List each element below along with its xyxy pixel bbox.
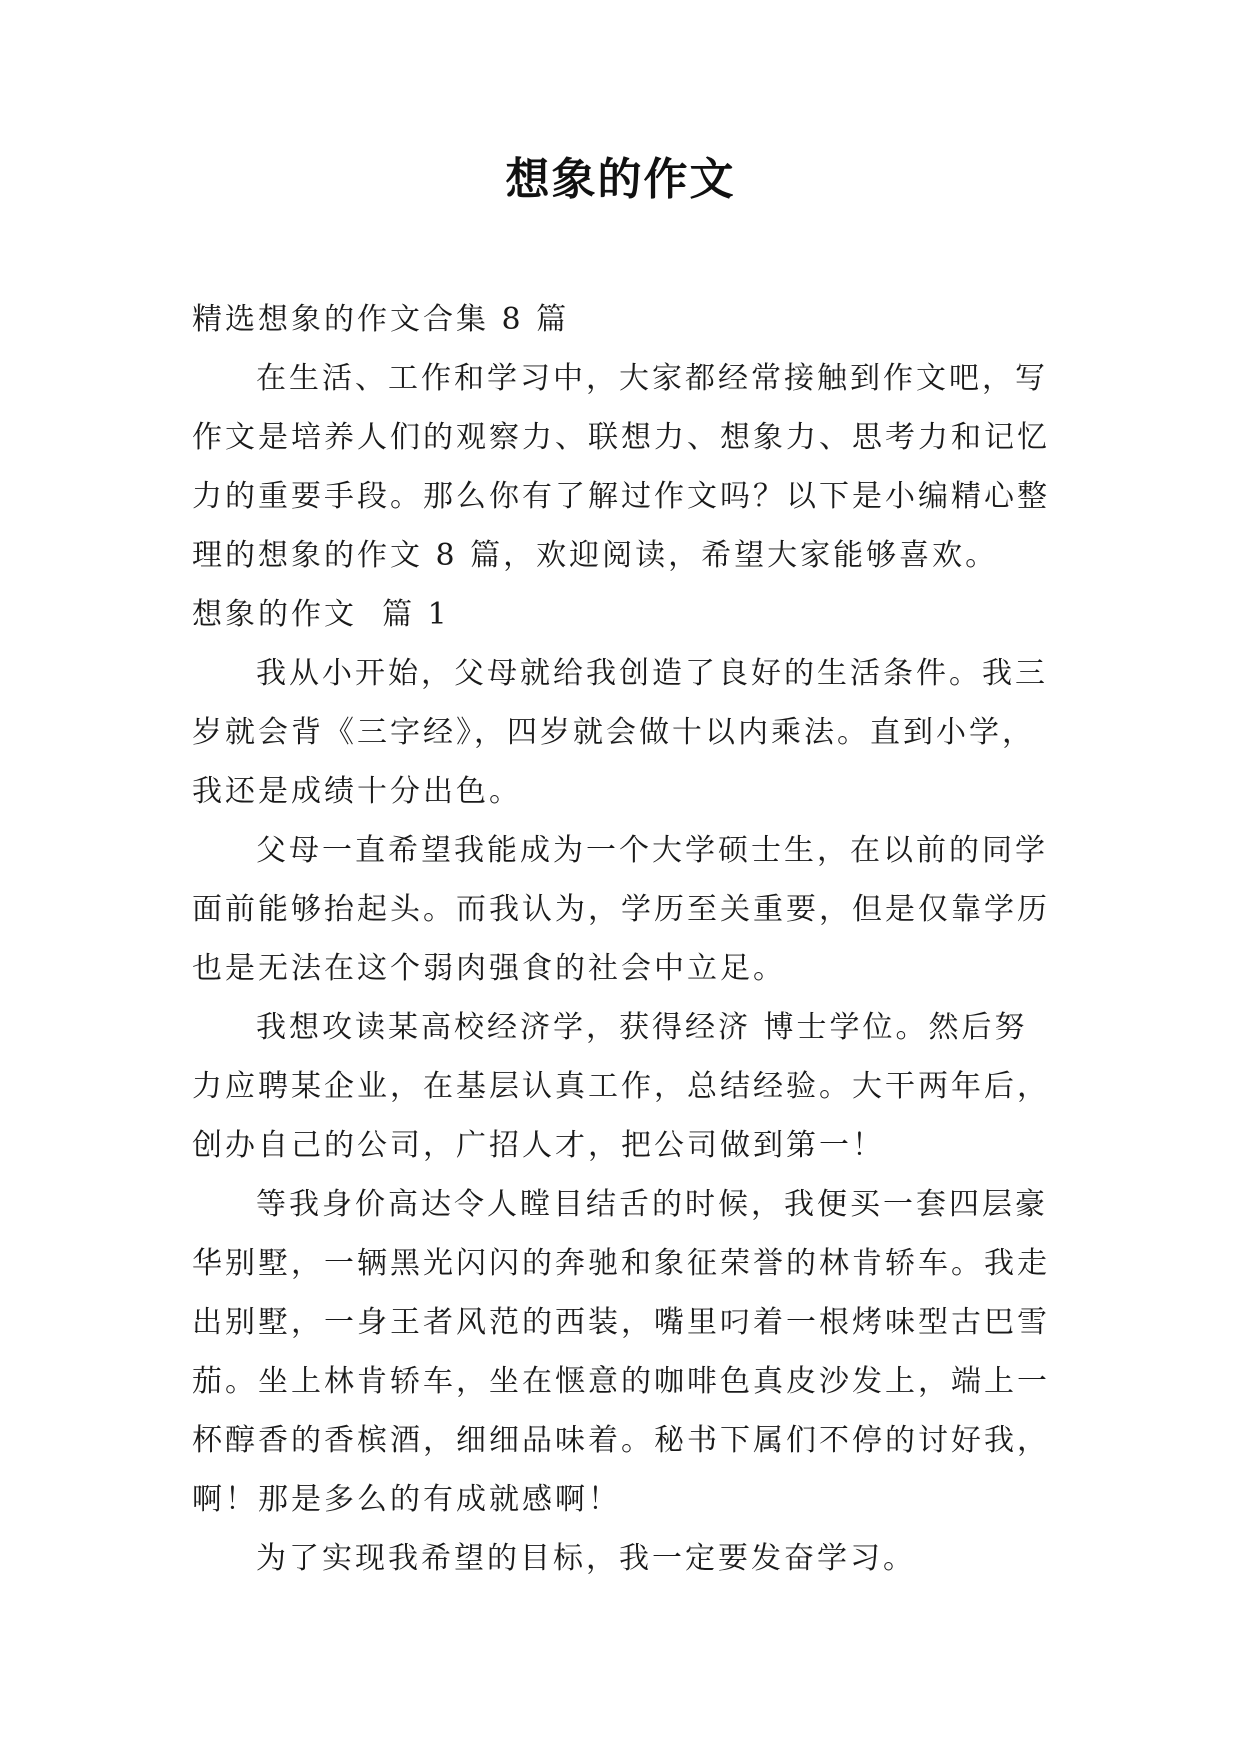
- document-body: [192, 290, 1072, 1588]
- paragraph-line: 作文是培养人们的观察力、联想力、想象力、思考力和记忆: [192, 420, 1050, 455]
- paragraph-line: 我从小开始，父母就给我创造了良好的生活条件。我三: [256, 656, 1048, 691]
- section-heading: 想象的作文 篇 1: [192, 597, 450, 632]
- body-paragraph: [192, 644, 1072, 821]
- paragraph-line: 茄。坐上林肯轿车，坐在惬意的咖啡色真皮沙发上，端上一: [192, 1364, 1050, 1399]
- paragraph-line: 力应聘某企业，在基层认真工作，总结经验。大干两年后，: [192, 1069, 1050, 1104]
- paragraph-line: 等我身价高达令人瞠目结舌的时候，我便买一套四层豪: [256, 1187, 1048, 1222]
- intro-label: 精选想象的作文合集 8 篇: [192, 302, 570, 337]
- paragraph-line: 创办自己的公司，广招人才，把公司做到第一！: [192, 1128, 885, 1163]
- paragraph-line: 力的重要手段。那么你有了解过作文吗？以下是小编精心整: [192, 479, 1050, 514]
- body-paragraph: [192, 1529, 1072, 1588]
- intro-paragraph: [192, 349, 1072, 585]
- paragraph-line: 岁就会背《三字经》，四岁就会做十以内乘法。直到小学，: [192, 715, 1035, 750]
- paragraph-line: 在生活、工作和学习中，大家都经常接触到作文吧，写: [256, 361, 1048, 396]
- body-paragraph: [192, 821, 1072, 998]
- paragraph-line: 啊！那是多么的有成就感啊！: [192, 1482, 621, 1517]
- paragraph-line: 父母一直希望我能成为一个大学硕士生，在以前的同学: [256, 833, 1048, 868]
- body-paragraph: [192, 1175, 1072, 1529]
- body-paragraph: [192, 998, 1072, 1175]
- paragraph-line: 面前能够抬起头。而我认为，学历至关重要，但是仅靠学历: [192, 892, 1050, 927]
- paragraph-line: 我想攻读某高校经济学，获得经济 博士学位。然后努: [256, 1010, 1028, 1045]
- paragraph-line: 华别墅，一辆黑光闪闪的奔驰和象征荣誉的林肯轿车。我走: [192, 1246, 1050, 1281]
- paragraph-line: 出别墅，一身王者风范的西装，嘴里叼着一根烤味型古巴雪: [192, 1305, 1050, 1340]
- paragraph-line: 理的想象的作文 8 篇，欢迎阅读，希望大家能够喜欢。: [192, 538, 999, 573]
- document-title: 想象的作文: [505, 154, 736, 205]
- paragraph-line: 杯醇香的香槟酒，细细品味着。秘书下属们不停的讨好我，: [192, 1423, 1050, 1458]
- paragraph-line: 我还是成绩十分出色。: [192, 774, 522, 809]
- paragraph-line: 也是无法在这个弱肉强食的社会中立足。: [192, 951, 786, 986]
- paragraph-line: 为了实现我希望的目标，我一定要发奋学习。: [256, 1541, 916, 1576]
